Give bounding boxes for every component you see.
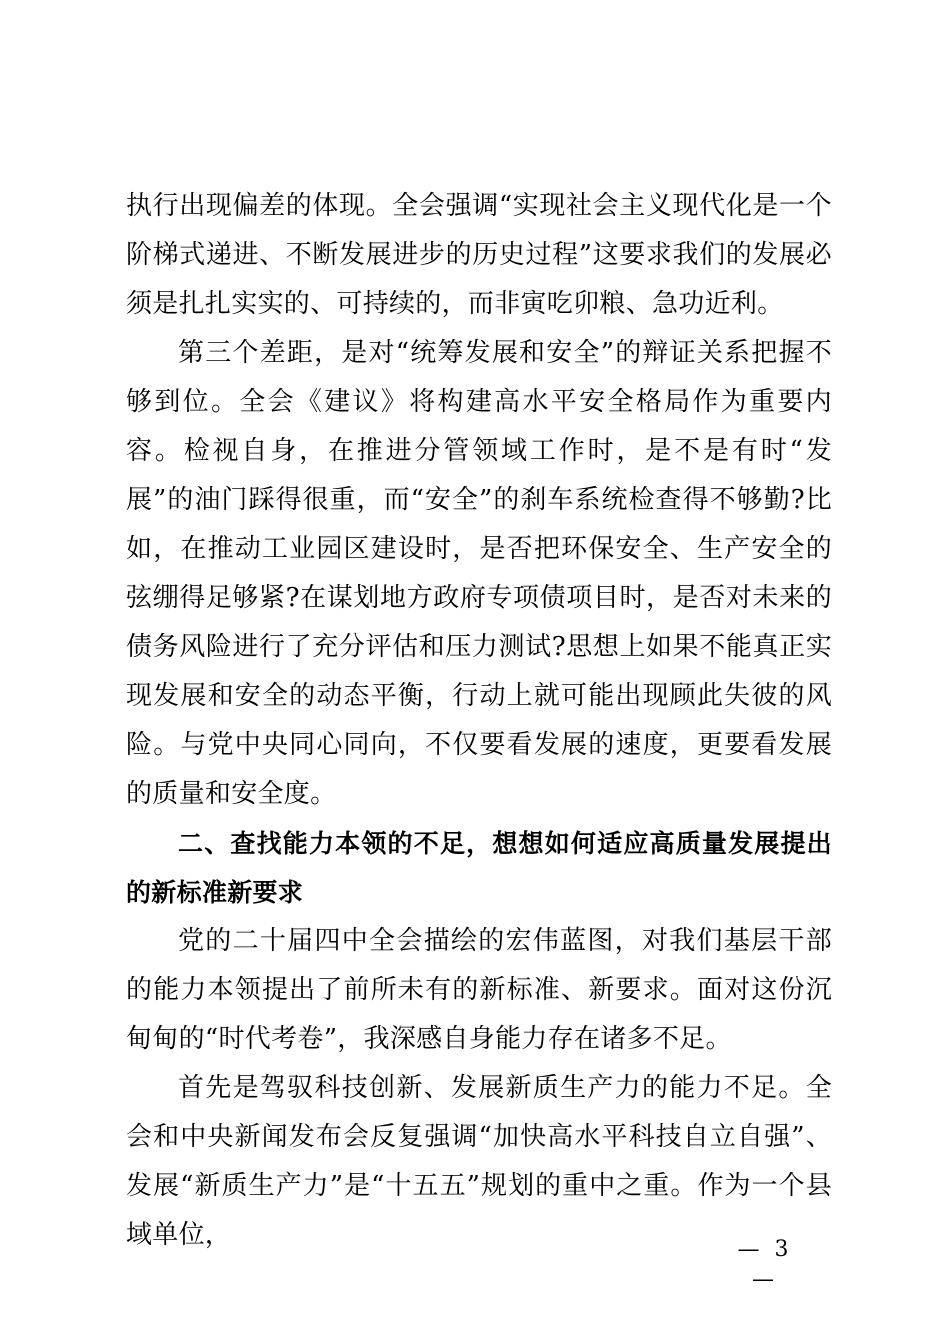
paragraph-continued: 执行出现偏差的体现。全会强调“实现社会主义现代化是一个阶梯式递进、不断发展进步的历史过程”这要求我们的发展必须是扎扎实实的、可持续的，而非寅吃卯粮、急功近利。 <box>126 191 832 319</box>
page-number: — 3 — <box>737 1237 793 1292</box>
paragraph-section-intro: 党的二十届四中全会描绘的宏伟蓝图，对我们基层干部的能力本领提出了前所未有的新标准、新要求。面对这份沉甸甸的“时代考卷”，我深感自身能力存在诸多不足。 <box>126 926 832 1054</box>
document-body <box>126 182 832 1260</box>
paragraph-third-gap: 第三个差距，是对“统筹发展和安全”的辩证关系把握不够到位。全会《建议》将构建高水平安全格局作为重要内容。检视自身，在推进分管领域工作时，是不是有时“发展”的油门踩得很重，而“安全”的刹车系统检查得不够勤?比如，在推动工业园区建设时，是否把环保安全、生产安全的弦绷得足够紧?在谋划地方政府专项债项目时，是否对未来的债务风险进行了充分评估和压力测试?思想上如果不能真正实现发展和安全的动态平衡，行动上就可能出现顾此失彼的风险。与党中央同心同向，不仅要看发展的速度，更要看发展的质量和安全度。 <box>126 338 832 809</box>
section-heading-two: 二、查找能力本领的不足，想想如何适应高质量发展提出的新标准新要求 <box>126 829 832 907</box>
paragraph-first-shortcoming: 首先是驾驭科技创新、发展新质生产力的能力不足。全会和中央新闻发布会反复强调“加快高水平科技自立自强”、发展“新质生产力”是“十五五”规划的重中之重。作为一个县域单位， <box>126 1073 832 1250</box>
